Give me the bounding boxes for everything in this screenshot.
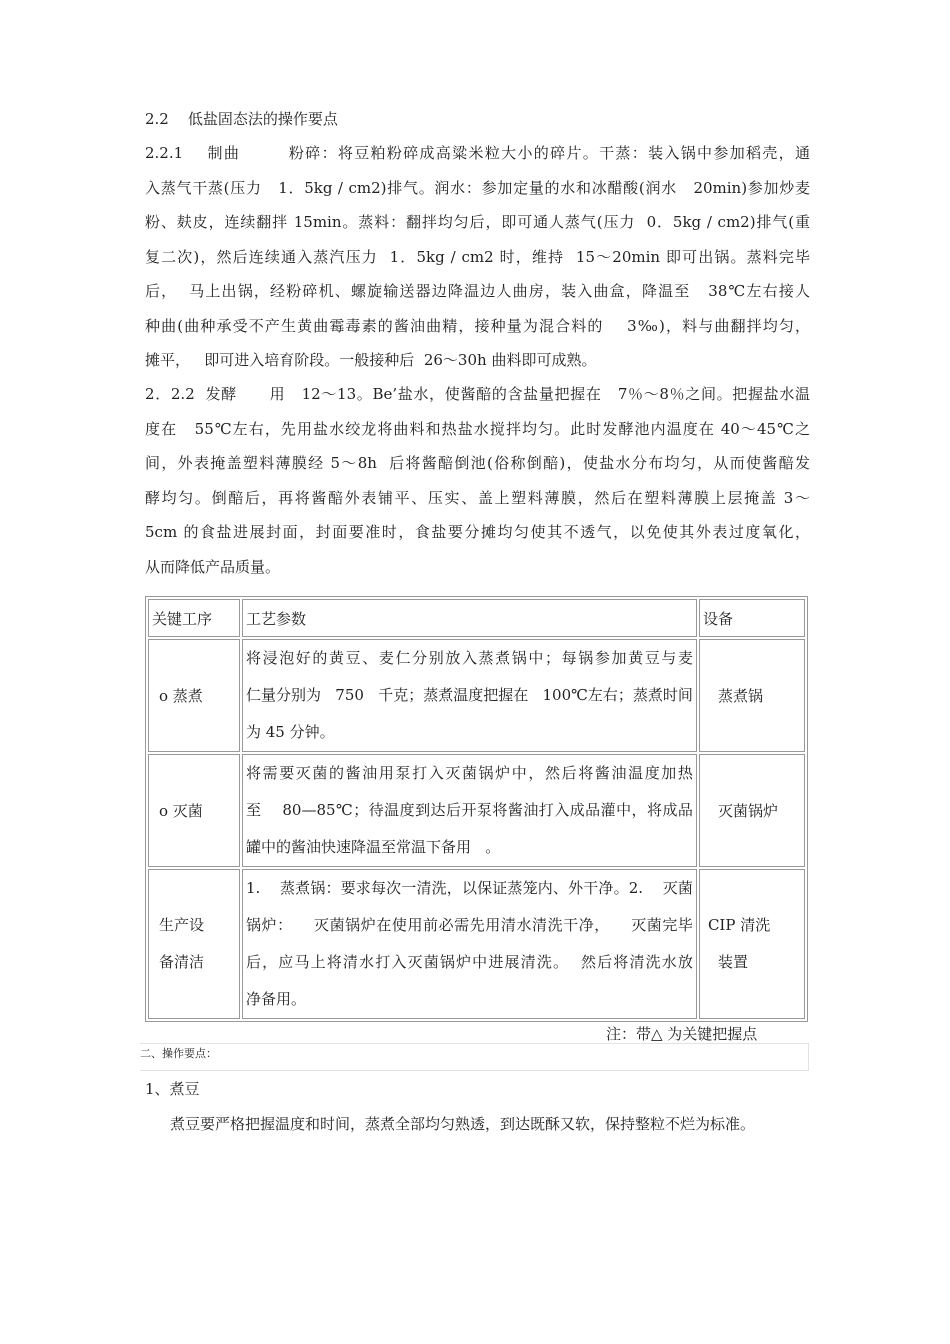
table-note: 注：带△ 为关键把握点 xyxy=(606,1025,758,1043)
cell-line: 罐中的酱油快速降温至常温下备用 。 xyxy=(245,838,501,856)
paragraph-fermentation xyxy=(145,377,810,584)
cell-line: 为 45 分钟。 xyxy=(245,723,335,741)
text-line: 复二次)，然后连续通入蒸汽压力 1．5kg / cm2 时，维持 15～20min 即可出锅。蒸料完毕 xyxy=(145,247,810,266)
cell-line: 将浸泡好的黄豆、麦仁分别放入蒸煮锅中；每锅参加黄豆与麦 xyxy=(245,649,693,667)
process-table xyxy=(145,596,808,1022)
section-band xyxy=(140,1043,809,1071)
text-line: 种曲(曲种承受不产生黄曲霉毒素的酱油曲精，接种量为混合料的 3‰)，料与曲翻拌均匀， xyxy=(145,316,810,335)
text-line: 摊平， 即可进入培育阶段。一般接种后 26～30h 曲料即可成熟。 xyxy=(145,351,597,369)
cell-line: 将需要灭菌的酱油用泵打入灭菌锅炉中，然后将酱油温度加热 xyxy=(245,764,693,782)
cell-step: o 蒸煮 xyxy=(148,639,240,752)
text-line: 粉、麸皮，连续翻拌 15min。蒸料：翻拌均匀后，即可通人蒸气(压力 0．5kg / cm2)排气(重 xyxy=(145,213,810,231)
body-text: 煮豆要严格把握温度和时间，蒸煮全部均匀熟透，到达既酥又软，保持整粒不烂为标准。 xyxy=(170,1115,756,1133)
cell-step: o 灭菌 xyxy=(148,754,240,867)
header-parameters: 工艺参数 xyxy=(242,599,697,637)
text-line: 度在 55℃左右，先用盐水绞龙将曲料和热盐水搅拌均匀。此时发酵池内温度在 40～45℃之 xyxy=(145,419,810,438)
text-line: 入蒸气干蒸(压力 1．5kg / cm2)排气。润水：参加定量的水和冰醋酸(润水 20min)参加炒麦 xyxy=(145,178,810,197)
cell-line: 后，应马上将清水打入灭菌锅炉中进展清洗。 然后将清洗水放 xyxy=(245,953,693,971)
cell-parameters xyxy=(242,754,697,867)
text-line: 从而降低产品质量。 xyxy=(145,557,281,576)
cell-parameters xyxy=(242,639,697,752)
cell-line: 锅炉： 灭菌锅炉在使用前必需先用清水清洗干净， 灭菌完毕 xyxy=(245,916,693,934)
table-row xyxy=(148,639,805,752)
text-line: 5cm 的食盐进展封面，封面要准时，食盐要分摊均匀使其不透气，以免使其外表过度氧化， xyxy=(145,523,810,541)
paragraph-koji-making xyxy=(145,136,810,378)
cell-line: 仁量分别为 750 千克；蒸煮温度把握在 100℃左右；蒸煮时间 xyxy=(245,686,693,704)
cell-line: 至 80—85℃；待温度到达后开泵将酱油打入成品灌中，将成品 xyxy=(245,801,693,819)
section-title: 2.2 低盐固态法的操作要点 xyxy=(145,110,338,128)
cell-equipment: 灭菌锅炉 xyxy=(699,754,805,867)
cell-line: 装置 xyxy=(717,953,748,971)
cell-line: 生产设 xyxy=(159,916,205,934)
header-equipment: 设备 xyxy=(699,599,805,637)
cell-line: 备清洁 xyxy=(159,953,205,971)
cell-step xyxy=(148,869,240,1019)
text-line: 2．2.2 发酵 用 12～13。Be’盐水，使酱醅的含盐量把握在 7％～8％之间。把握盐水温 xyxy=(145,385,810,403)
table-row xyxy=(148,754,805,867)
header-key-step: 关键工序 xyxy=(148,599,240,637)
text-line: 酵均匀。倒醅后，再将酱醅外表铺平、压实、盖上塑料薄膜，然后在塑料薄膜上层掩盖 3～ xyxy=(145,488,810,507)
subsection-title: 1、煮豆 xyxy=(145,1080,200,1098)
text-line: 间，外表掩盖塑料薄膜经 5～8h 后将酱醅倒池(俗称倒醅)，使盐水分布均匀，从而使酱醅发 xyxy=(145,454,810,472)
text-line: 后， 马上出锅，经粉碎机、螺旋输送器边降温边人曲房，装入曲盒，降温至 38℃左右接人 xyxy=(145,282,810,300)
cell-equipment xyxy=(699,869,805,1019)
table-row xyxy=(148,869,805,1019)
cell-line: 1. 蒸煮锅：要求每次一清洗，以保证蒸笼内、外干净。2. 灭菌 xyxy=(245,879,693,897)
ops-heading: 二、操作要点： xyxy=(140,1047,217,1060)
text-line: 2.2.1 制曲 粉碎：将豆粕粉碎成高粱米粒大小的碎片。干蒸：装入锅中参加稻壳，通 xyxy=(145,144,810,162)
cell-parameters xyxy=(242,869,697,1019)
cell-equipment: 蒸煮锅 xyxy=(699,639,805,752)
cell-line: 净备用。 xyxy=(245,990,306,1008)
cell-line: CIP 清洗 xyxy=(707,916,771,934)
table-header-row xyxy=(148,599,805,637)
